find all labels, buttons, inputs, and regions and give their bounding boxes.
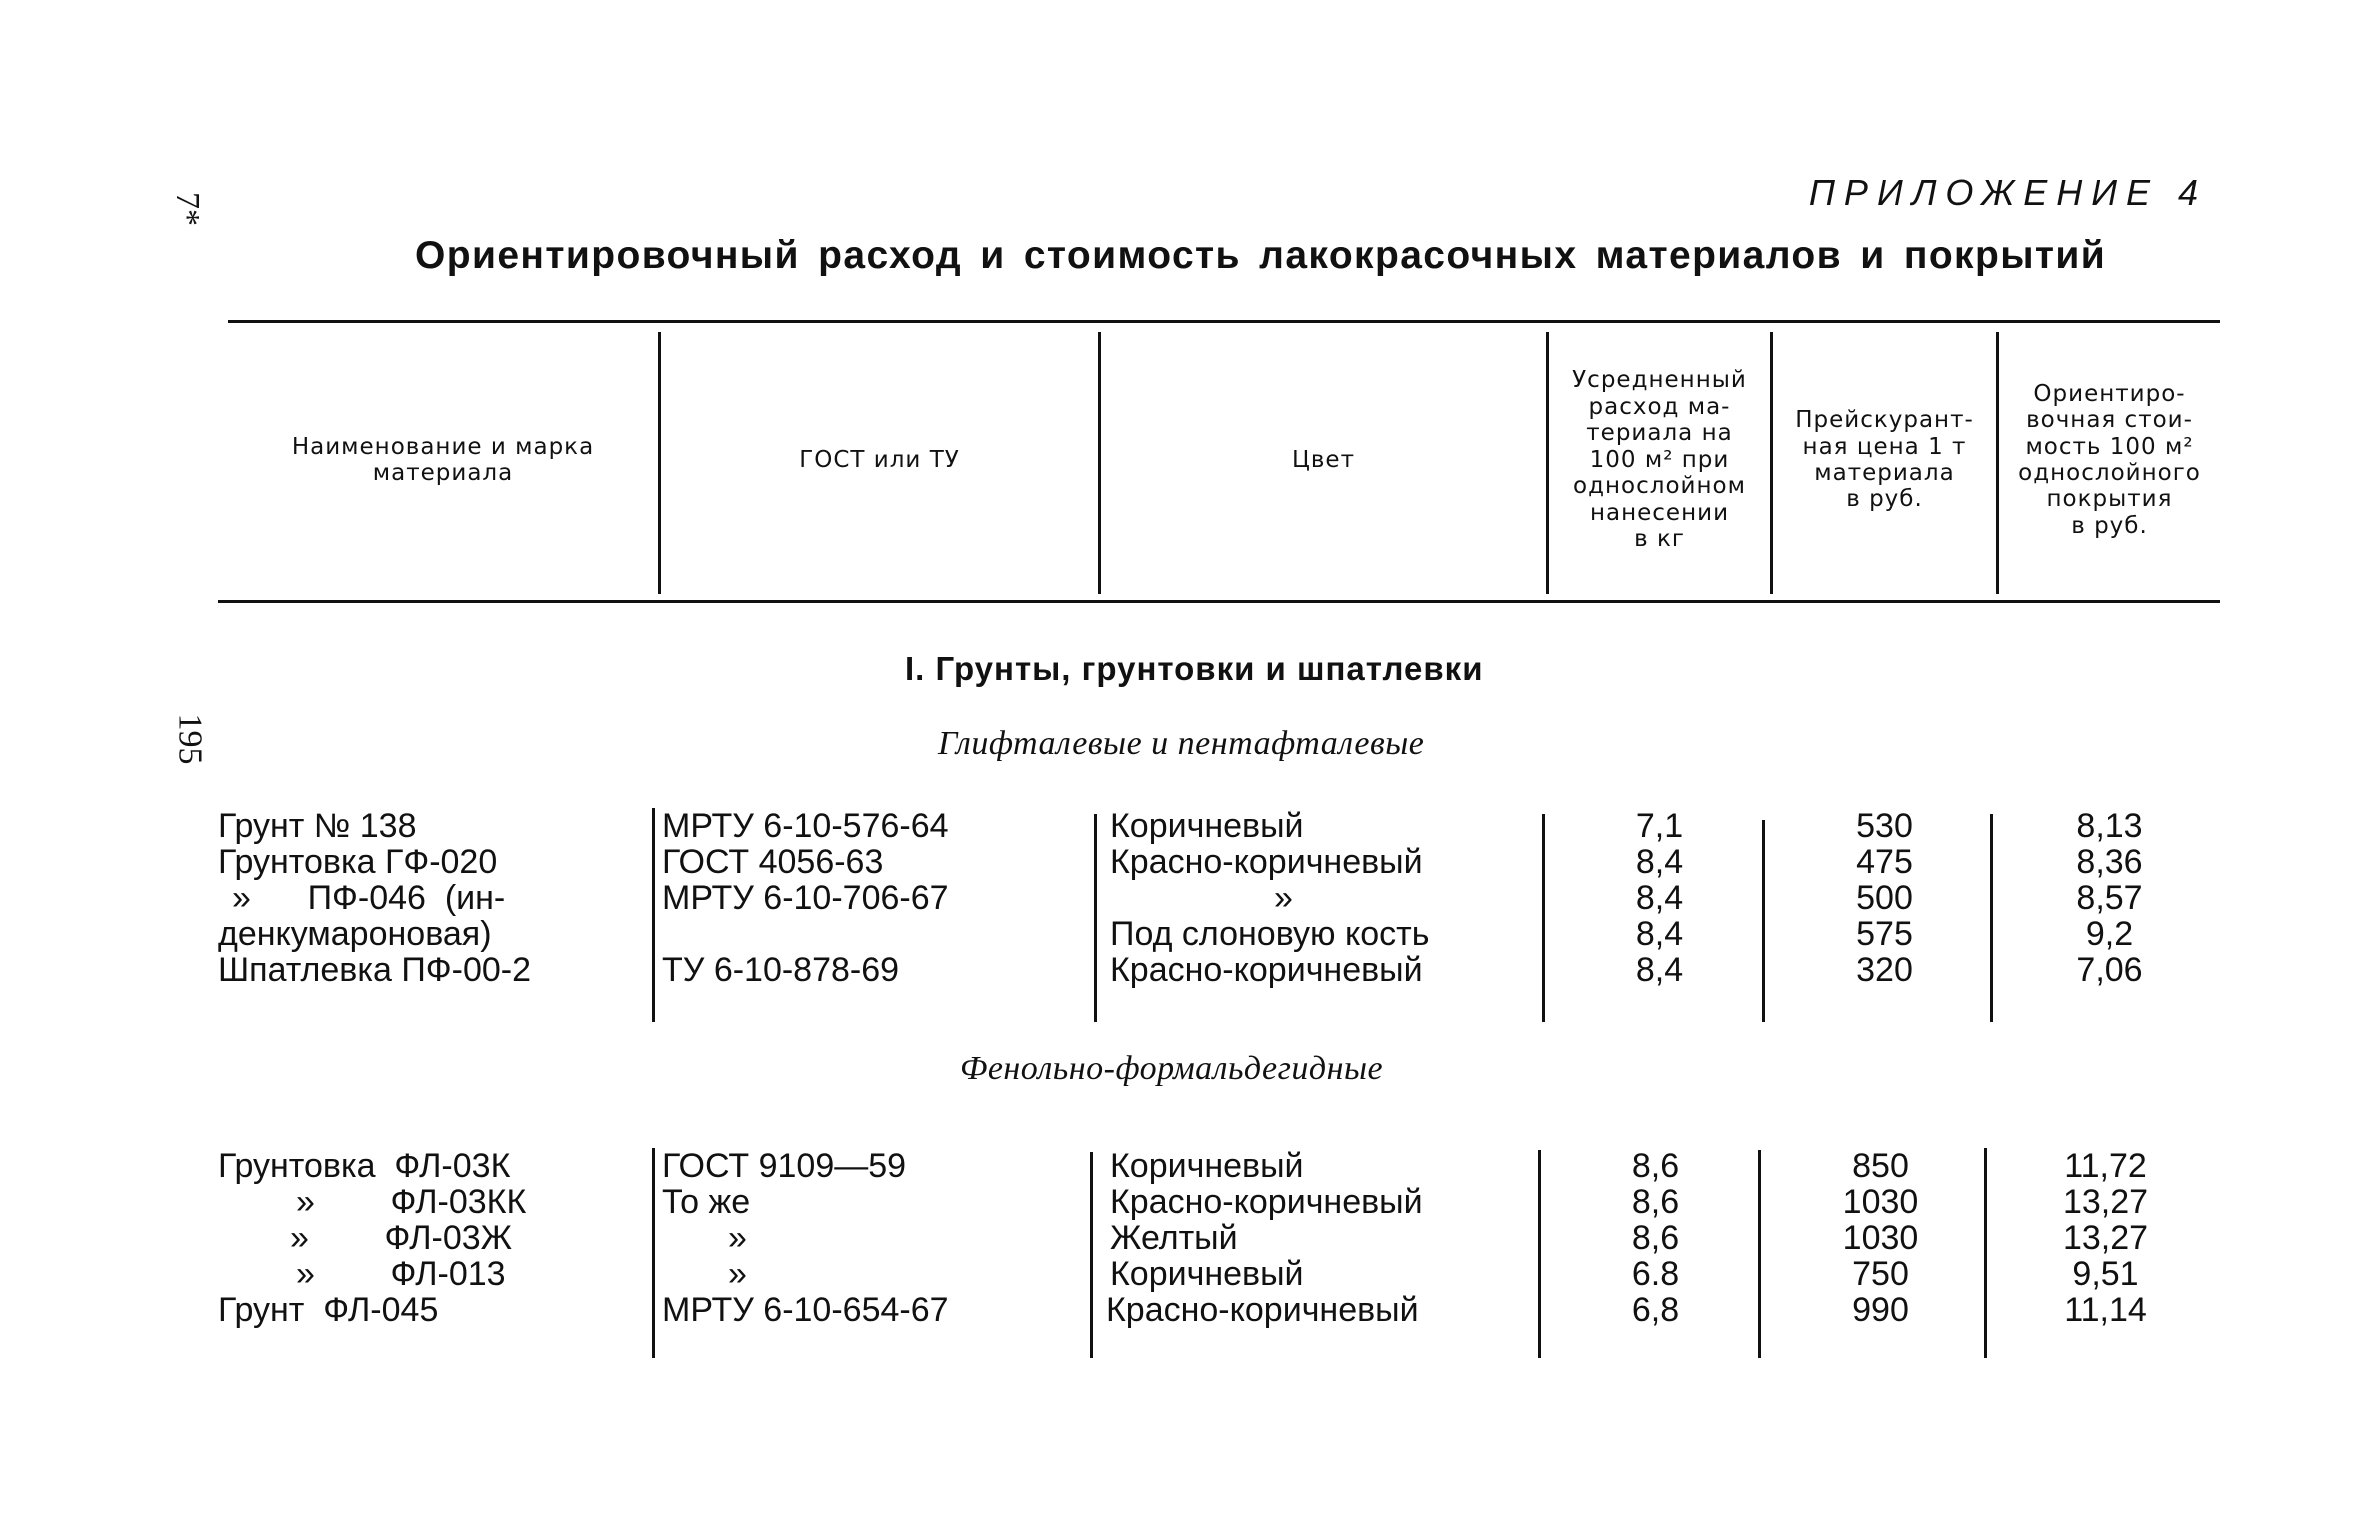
column-header-color: Цвет [1292,446,1355,473]
header-top-rule [228,320,2220,323]
column-header-cost: Ориентиро- вочная стои- мость 100 м² однослойного покрытия в руб. [2018,380,2201,539]
price-value: 530 [1856,807,1913,845]
material-name: » ФЛ-03Ж [290,1219,513,1257]
material-name: » ФЛ-03КК [296,1183,527,1221]
cost-value: 13,27 [2062,1219,2149,1257]
consumption-value: 8,4 [1635,915,1684,953]
column-header-name: Наименование и марка материала [291,433,595,486]
price-value: 320 [1856,951,1913,989]
material-name: Шпатлевка ПФ-00-2 [218,951,532,989]
cost-value: 7,06 [2076,951,2143,989]
column-header-consumption: Усредненный расход ма- териала на 100 м² при однослойном нанесении в кг [1572,367,1747,553]
color-value: Под слоновую кость [1110,915,1430,953]
group-title: Фенольно-формальдегидные [960,1050,1384,1087]
material-name: Грунтовка ГФ-020 [218,843,498,881]
gost-value: То же [662,1183,751,1221]
cost-value: 11,14 [2064,1291,2147,1329]
consumption-value: 8,4 [1635,879,1684,917]
section-title: I. Грунты, грунтовки и шпатлевки [905,650,1484,687]
consumption-value: 8,6 [1631,1219,1680,1257]
price-value: 575 [1856,915,1913,953]
cost-value: 9,51 [2072,1255,2139,1293]
color-value: Коричневый [1110,1255,1304,1293]
consumption-value: 8,4 [1635,843,1684,881]
color-value: » [1274,879,1293,917]
gost-value: » [728,1255,747,1293]
gost-value: ГОСТ 4056-63 [662,843,884,881]
color-value: Красно-коричневый [1110,951,1423,989]
page-title: Ориентировочный расход и стоимость лакокрасочных материалов и покрытий [415,234,2107,277]
consumption-value: 7,1 [1635,807,1684,845]
cost-value: 8,36 [2076,843,2143,881]
color-value: Коричневый [1110,1147,1304,1185]
gost-value: МРТУ 6-10-576-64 [662,807,949,845]
column-divider [1090,1152,1093,1358]
consumption-value: 8,6 [1631,1183,1680,1221]
material-name: Грунт № 138 [218,807,417,845]
price-value: 990 [1852,1291,1909,1329]
price-value: 850 [1852,1147,1909,1185]
margin-mark: 7* [169,192,206,226]
consumption-value: 6,8 [1631,1291,1680,1329]
material-name: » ПФ-046 (ин- [232,879,506,917]
color-value: Желтый [1110,1219,1238,1257]
price-value: 500 [1856,879,1913,917]
color-value: Коричневый [1110,807,1304,845]
gost-value: » [728,1219,747,1257]
column-divider [1538,1150,1541,1358]
color-value: Красно-коричневый [1110,1183,1423,1221]
material-name: денкумароновая) [218,915,492,953]
group-title: Глифталевые и пентафталевые [938,725,1425,762]
page-number: 195 [171,713,209,765]
price-value: 750 [1852,1255,1909,1293]
cost-value: 8,57 [2076,879,2143,917]
header-bottom-rule [218,600,2220,603]
material-name: Грунтовка ФЛ-03К [218,1147,511,1185]
cost-value: 8,13 [2076,807,2143,845]
consumption-value: 8,4 [1635,951,1684,989]
cost-value: 13,27 [2062,1183,2149,1221]
material-name: » ФЛ-013 [296,1255,506,1293]
cost-value: 9,2 [2085,915,2134,953]
color-value: Красно-коричневый [1106,1291,1419,1329]
consumption-value: 6.8 [1631,1255,1680,1293]
column-header-gost: ГОСТ или ТУ [799,446,960,473]
column-header-price: Прейскурант- ная цена 1 т материала в руб. [1795,407,1974,513]
price-value: 1030 [1842,1183,1919,1221]
price-value: 475 [1856,843,1913,881]
column-divider [1094,814,1097,1022]
material-name: Грунт ФЛ-045 [218,1291,439,1329]
gost-value: ГОСТ 9109—59 [662,1147,907,1185]
consumption-value: 8,6 [1631,1147,1680,1185]
appendix-label: ПРИЛОЖЕНИЕ 4 [1808,172,2207,213]
cost-value: 11,72 [2064,1147,2147,1185]
color-value: Красно-коричневый [1110,843,1423,881]
price-value: 1030 [1842,1219,1919,1257]
column-divider [1542,814,1545,1022]
gost-value: МРТУ 6-10-654-67 [662,1291,949,1329]
gost-value: ТУ 6-10-878-69 [662,951,900,989]
gost-value: МРТУ 6-10-706-67 [662,879,949,917]
